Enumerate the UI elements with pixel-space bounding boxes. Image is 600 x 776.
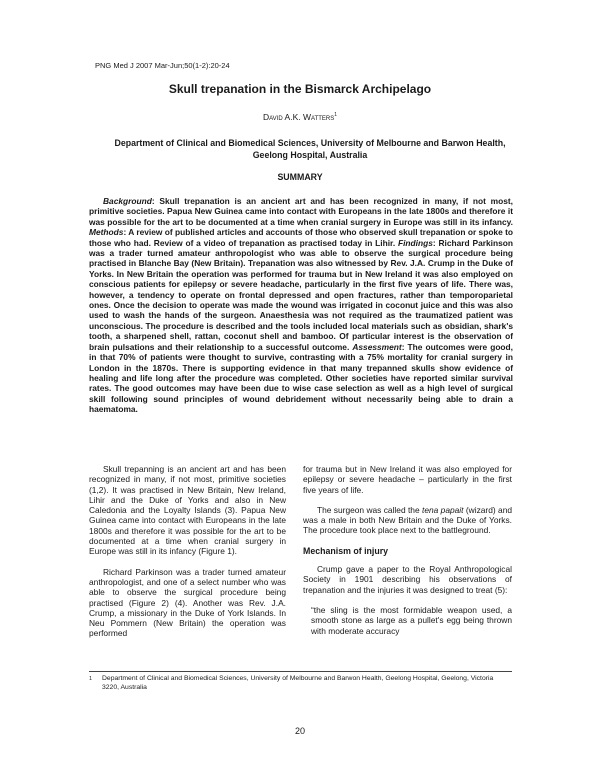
paragraph-segment: tena papait: [422, 504, 464, 515]
paragraph-segment: The surgeon was called the: [317, 504, 422, 515]
body-paragraph: [303, 464, 512, 495]
body-paragraph: [89, 567, 286, 639]
abstract-section-label: Methods: [89, 227, 124, 238]
body-paragraph: [303, 564, 512, 595]
page-number: 20: [294, 726, 305, 736]
abstract-segment: : Skull trepanation is an ancient art and has been recognized in many, if not most, primitive societies. Papua New Guinea came into contact with Europeans in the late 1800s and therefore it was possible for the art to be documented at a time when cranial surgery in Europe was still in its infancy.: [89, 196, 513, 227]
footnote: [89, 675, 512, 692]
body-column-left: [89, 464, 286, 649]
body-paragraph: [89, 464, 286, 557]
abstract-segment: : A review of published articles and accounts of those who observed skull trepanation or spoke to those who had. Review of a video of trepanation as practised today in Lihir.: [89, 227, 513, 248]
author-name: David A.K. Watters: [262, 112, 335, 122]
footnote-mark: 1: [89, 676, 93, 682]
block-quote: [311, 605, 512, 636]
footnote-text: Department of Clinical and Biomedical Sciences, University of Melbourne and Barwon Health, Geelong Hospital, Geelong, Victoria 3220, Australia: [102, 675, 494, 691]
paragraph-segment: “the sling is the most formidable weapon used, a smooth stone as large as a pullet's egg being thrown with moderate accuracy: [311, 604, 512, 636]
paragraph-segment: (wizard) and was a male in both New Britain and the Duke of Yorks. The procedure took place next to the battleground.: [303, 504, 513, 536]
paragraph-segment: for trauma but in New Ireland it was also employed for epilepsy or severe headache – particularly in the first five years of life.: [303, 464, 512, 495]
body-column-right: [303, 464, 512, 646]
journal-reference: PNG Med J 2007 Mar-Jun;50(1-2):20-24: [95, 61, 230, 70]
abstract-section-label: Findings: [397, 237, 433, 248]
author-affiliation: Department of Clinical and Biomedical Sciences, University of Melbourne and Barwon Health, Geelong Hospital, Australia: [114, 138, 506, 160]
paragraph-segment: Skull trepanning is an ancient art and has been recognized in many, if not most, primitive societies (1,2). It was practised in New Britain, New Ireland, Lihir and the Duke of Yorks and also in New Caledonia and the Loyalty Islands (3). Papua New Guinea came into contact with Europeans in the late 1800s and therefore it was possible for the art to be documented at a time when cranial surgery in Europe was still in its infancy (Figure 1).: [89, 464, 286, 557]
footnote-divider: [89, 671, 512, 672]
author-line: [0, 112, 600, 122]
paragraph-segment: Richard Parkinson was a trader turned amateur anthropologist, and one of a select number who was able to observe the surgical procedure being practised (Figure 2) (4). Another was Rev. J.A. Crump, a missionary in the Duke of York Islands. In Neu Pommern (New Britain) the operation was performed: [89, 566, 286, 639]
abstract-segment: : The outcomes were good, in that 70% of patients were thought to survive, contrasting with a 75% mortality for cranial surgery in London in the 1870s. There is supporting evidence in that many trepanned skulls show evidence of healing and life long after the procedure was completed. Other societies have reported similar survival rates. The good outcomes may have been due to wise case selection as well as a high level of surgical skill following sound principles of wound debridement without necessarily being able to drain a haematoma.: [89, 341, 513, 415]
abstract-segment: : Richard Parkinson was a trader turned amateur anthropologist who was able to observe the surgical procedure being practised in Blanche Bay (New Britain). Trepanation was also witnessed by Rev. J.A. Crump in the Duke of Yorks. In New Britain the operation was performed for trauma but in New Ireland it was also employed on conscious patients for epilepsy or severe headache, particularly in the first five years of life. There was, however, a tendency to operate on frontal depressed and open fractures, rather than temporoparietal ones. Once the decision to operate was made the wound was irrigated in coconut juice and this was also used to wash the hands of the surgeon. Anaesthesia was not required as the traumatized patient was unconscious. The procedure is described and the tools included local materials such as obsidian, shark's tooth, a sharpened shell, rattan, coconut shell and bamboo. Of particular interest is the observation of brain pulsations and their relationship to a successful outcome.: [89, 237, 513, 352]
abstract-section-label: Assessment: [352, 341, 402, 352]
author-footnote-mark: 1: [334, 112, 338, 119]
summary-heading: SUMMARY: [277, 172, 323, 182]
paragraph-segment: Crump gave a paper to the Royal Anthropological Society in 1901 describing his observations of trepanation and the injuries it was designed to treat (5):: [303, 564, 512, 595]
abstract-text: [89, 196, 513, 415]
body-paragraph: [303, 505, 512, 536]
section-heading: Mechanism of injury: [303, 545, 389, 556]
article-title: Skull trepanation in the Bismarck Archipelago: [168, 82, 432, 96]
abstract-section-label: Background: [103, 196, 152, 206]
